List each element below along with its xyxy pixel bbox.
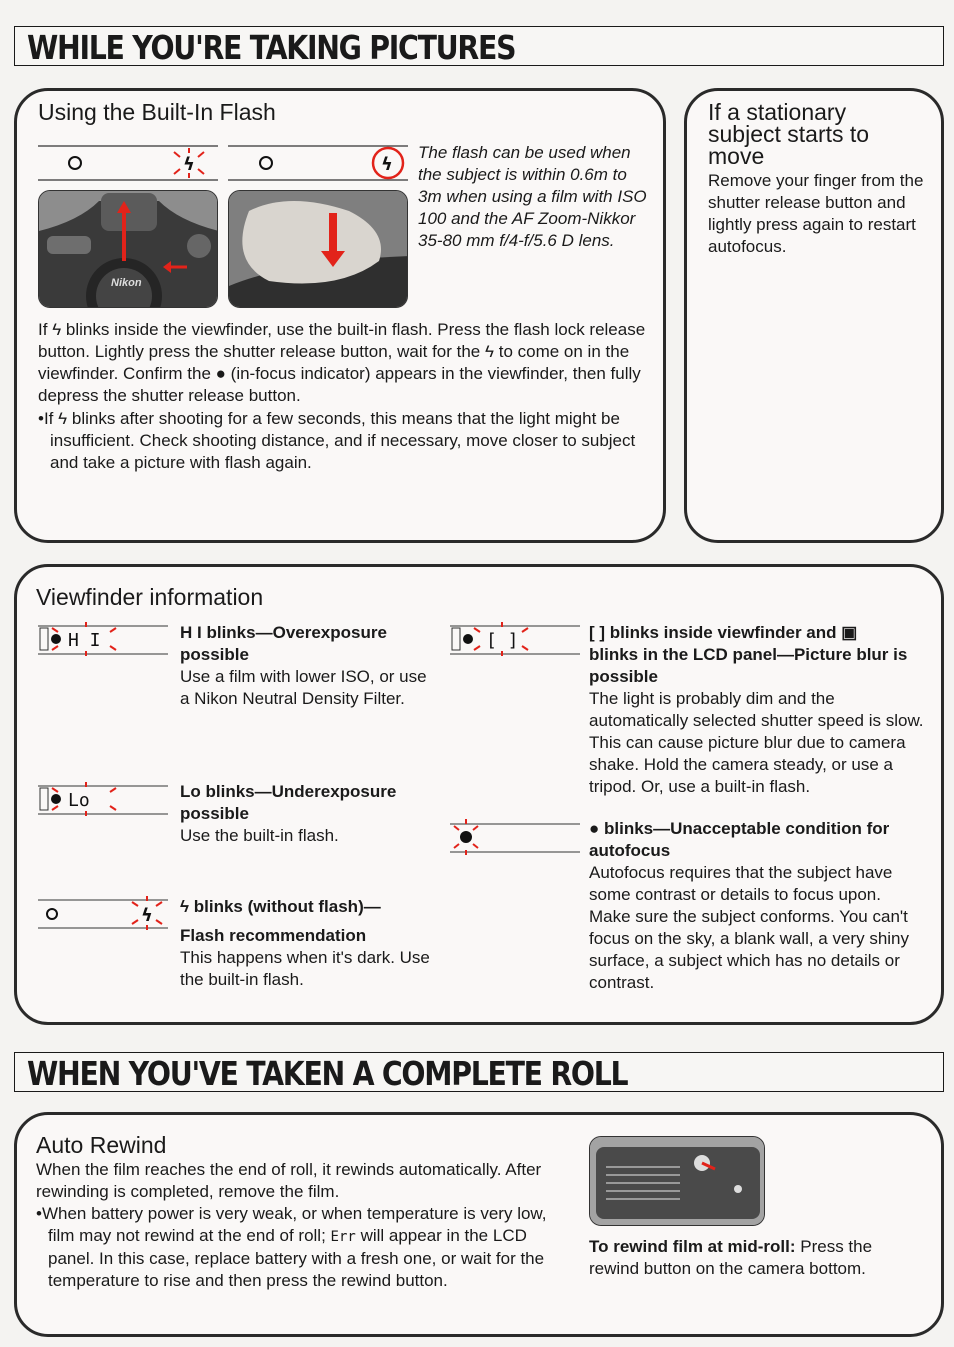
rewind-body: When the film reaches the end of roll, it rewinds automatically. After rewinding is completed, remove the film.	[36, 1160, 542, 1201]
err-code: Err	[330, 1229, 356, 1245]
indicator-hi-text: H I blinks—Overexposure possible Use a film with lower ISO, or use a Nikon Neutral Density Filter.	[180, 623, 427, 708]
flash-range-note: The flash can be used when the subject is within 0.6m to 3m when using a film with ISO 100 and the AF Zoom-Nikkor 35-80 mm f/4-f/5.6 D lens.	[418, 143, 647, 250]
svg-text:ϟ: ϟ	[141, 905, 153, 926]
stationary-title: If a stationary subject starts to move	[708, 99, 870, 169]
indicator-hi-icon	[38, 620, 168, 660]
camera-brand-text: Nikon	[111, 277, 142, 289]
indicator-flash-text: ϟ blinks (without flash)— Flash recommendation This happens when it's dark. Use the built-in flash.	[180, 897, 430, 989]
rewind-bullet: •When battery power is very weak, or when temperature is very low, film may not rewind at the end of roll; Err will appear in the LCD panel. In this case, replace battery with a fresh one, or wait for the temperature to rise and then press the rewind button.	[36, 1204, 547, 1290]
code-dot: ●	[589, 819, 600, 838]
viewfinder-strip-flash-ready	[228, 144, 408, 184]
indicator-focus-dot-text: ● blinks—Unacceptable condition for autofocus Autofocus requires that the subject have some contrast or details to focus upon. Make sure the subject conforms. You can't focus on the sky, a blank wall, a very shiny surface, a subject which has no details or contrast.	[589, 819, 910, 992]
camera-top-photo	[38, 190, 218, 308]
svg-text:H I: H I	[68, 630, 101, 651]
rewind-title: Auto Rewind	[36, 1132, 167, 1158]
camera-bottom-photo	[589, 1136, 765, 1226]
stationary-body: Remove your finger from the shutter release button and lightly press again to restart autofocus.	[708, 171, 924, 256]
code-bracket: [ ]	[589, 623, 606, 642]
indicator-lo-text: Lo blinks—Underexposure possible Use the built-in flash.	[180, 782, 397, 845]
indicator-bracket-text: [ ] blinks inside viewfinder and ▣ blinks in the LCD panel—Picture blur is possible The light is probably dim and the automatically selected shutter speed is slow. This can cause picture blur due to camera shake. Hold the camera steady, or use a tripod. Or, use a built-in flash.	[589, 623, 924, 796]
section-title-taking-pictures: WHILE YOU'RE TAKING PICTURES	[27, 28, 516, 67]
svg-text:Lo: Lo	[68, 790, 90, 811]
section-header-complete-roll	[14, 1052, 944, 1092]
section-title-complete-roll: WHEN YOU'VE TAKEN A COMPLETE ROLL	[27, 1054, 628, 1093]
viewfinder-title: Viewfinder information	[36, 584, 264, 610]
svg-text:ϟ: ϟ	[381, 154, 393, 175]
rewind-caption: To rewind film at mid-roll: Press the rewind button on the camera bottom.	[589, 1237, 873, 1278]
flash-instructions: If ϟ blinks inside the viewfinder, use the built-in flash. Press the flash lock release button. Lightly press the shutter release button, wait for the ϟ to come on in the viewfinder. Confirm the ● (in-focus indicator) appears in the viewfinder, then fully depress the shutter release button.	[38, 320, 646, 405]
flash-bullet: •If ϟ blinks after shooting for a few seconds, this means that the light might be insufficient. Check shooting distance, and if necessary, move closer to subject and take a picture with flash again.	[38, 409, 636, 472]
shake-warning-icon: ▣	[841, 623, 858, 642]
code-flash: ϟ	[180, 897, 189, 916]
flash-symbol-icon: ϟ	[58, 409, 68, 428]
indicator-focus-dot-icon	[450, 818, 580, 858]
indicator-lo-icon	[38, 780, 168, 820]
code-hi: H I	[180, 623, 202, 642]
flash-symbol-icon: ϟ	[52, 320, 62, 339]
flash-symbol-icon: ϟ	[485, 342, 494, 361]
viewfinder-strip-flash-blink	[38, 144, 218, 184]
svg-text:[ ]: [ ]	[486, 630, 519, 651]
flash-title: Using the Built-In Flash	[38, 99, 276, 125]
finger-press-photo	[228, 190, 408, 308]
indicator-flash-icon	[38, 894, 168, 934]
indicator-bracket-icon	[450, 620, 580, 660]
svg-text:ϟ: ϟ	[183, 154, 195, 175]
code-lo: Lo	[180, 782, 201, 801]
section-header-taking-pictures	[14, 26, 944, 66]
in-focus-dot-icon: ●	[215, 364, 226, 383]
